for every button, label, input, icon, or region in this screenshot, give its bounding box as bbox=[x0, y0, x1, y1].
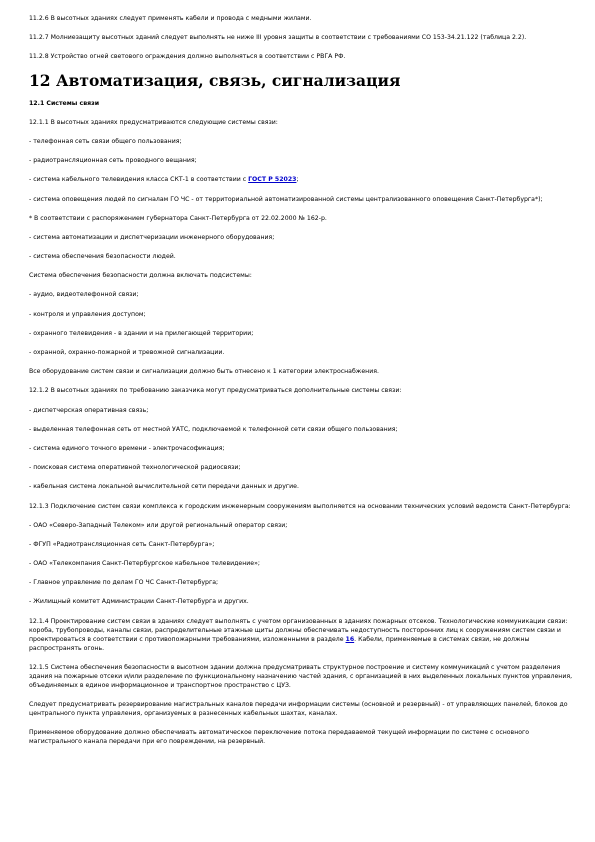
list-item: - система автоматизации и диспетчеризации инженерного оборудования; bbox=[29, 233, 275, 241]
list-item: - ОАО «Телекомпания Санкт-Петербургское кабельное телевидение»; bbox=[29, 560, 260, 568]
paragraph-12-1-2: 12.1.2 В высотных зданиях по требованию заказчика могут предусматриваться дополнительные системы связи: bbox=[29, 387, 402, 395]
ktv-text: - система кабельного телевидения класса СКТ-1 в соответствии с bbox=[29, 176, 249, 184]
list-item: - контроля и управления доступом; bbox=[29, 310, 146, 318]
gost-link[interactable]: ГОСТ Р 52023 bbox=[248, 176, 297, 184]
ktv-text-end: ; bbox=[296, 176, 299, 184]
paragraph-12-1-1: 12.1.1 В высотных зданиях предусматриваются следующие системы связи: bbox=[29, 118, 278, 126]
list-item-ktv bbox=[29, 175, 574, 184]
list-item: - поисковая система оперативной технологической радиосвязи; bbox=[29, 464, 241, 472]
paragraph-12-1-3: 12.1.3 Подключение систем связи комплекса к городским инженерным сооружениям выполняется на основании технических условий ведомств Санкт-Петербурга: bbox=[29, 502, 571, 510]
list-item: - ОАО «Северо-Западный Телеком» или другой региональный оператор связи; bbox=[29, 521, 288, 529]
paragraph: Применяемое оборудование должно обеспечивать автоматическое переключение потока передаваемой текущей информации по системе с основного магистрального канала передачи при его повреждении, на резервный. bbox=[29, 729, 530, 746]
section-16-link[interactable]: 16 bbox=[345, 635, 355, 643]
list-item: - аудио, видеотелефонной связи; bbox=[29, 291, 139, 299]
list-item: - система единого точного времени - электрочасофикация; bbox=[29, 444, 225, 452]
list-item: - система оповещения людей по сигналам ГО ЧС - от территориальной автоматизированной системы централизованного оповещения Санкт-Петербурга*); bbox=[29, 195, 543, 203]
list-item: - кабельная система локальной вычислительной сети передачи данных и другие. bbox=[29, 483, 299, 491]
list-item: - радиотрансляционная сеть проводного вещания; bbox=[29, 157, 197, 165]
list-item: - Жилищный комитет Администрации Санкт-Петербурга и других. bbox=[29, 598, 249, 606]
list-item: - ФГУП «Радиотрансляционная сеть Санкт-Петербурга»; bbox=[29, 540, 215, 548]
paragraph-11-2-6: 11.2.6 В высотных зданиях следует применять кабели и провода с медными жилами. bbox=[29, 15, 312, 22]
list-item: - система обеспечения безопасности людей. bbox=[29, 253, 176, 261]
paragraph-12-1-4 bbox=[29, 617, 574, 653]
paragraph: Система обеспечения безопасности должна включать подсистемы: bbox=[29, 272, 252, 280]
p-12-1-4-text: 12.1.4 Проектирование систем связи в зданиях следует выполнять с учетом организованных в зданиях пожарных отсеков. Технологические коммуникации связи: короба, трубопроводы, каналы связи, распределительные этажные щиты должны обеспечивать недоступность посторонних лиц к сооружениям систем связи и проектироваться в соответствии с противопожарными требованиями, изложенными в разделе bbox=[29, 617, 568, 643]
list-item: - охранной, охранно-пожарной и тревожной сигнализации. bbox=[29, 349, 225, 356]
list-item: - диспетчерская оперативная связь; bbox=[29, 406, 149, 414]
paragraph-11-2-8: 11.2.8 Устройство огней светового ограждения должно выполняться в соответствии с РВГА РФ. bbox=[29, 53, 346, 61]
list-item: - выделенная телефонная сеть от местной УАТС, подключаемой к телефонной сети связи общего пользования; bbox=[29, 425, 398, 433]
subsection-heading: 12.1 Системы связи bbox=[29, 99, 100, 107]
document-page bbox=[29, 14, 574, 756]
section-heading: 12 Автоматизация, связь, сигнализация bbox=[29, 70, 401, 90]
list-item: - телефонная сеть связи общего пользования; bbox=[29, 137, 182, 145]
list-item: - Главное управление по делам ГО ЧС Санкт-Петербурга; bbox=[29, 579, 219, 587]
paragraph: Все оборудование систем связи и сигнализации должно быть отнесено к 1 категории электроснабжения. bbox=[29, 368, 379, 376]
paragraph-11-2-7: 11.2.7 Молниезащиту высотных зданий следует выполнять не ниже III уровня защиты в соответствии с требованиями СО 153-34.21.122 (таблица 2.2). bbox=[29, 34, 527, 42]
paragraph-12-1-5: 12.1.5 Система обеспечения безопасности в высотном здании должна предусматривать структурное построение и систему коммуникаций с учетом разделения здания на пожарные отсеки и/или разделение по функциональному назначению частей здания, с организацией в них выделенных локальных пунктов управления, объединяемых в единое информационное и транспортное пространство с ЦУЗ. bbox=[29, 663, 573, 689]
p-12-1-4-text-end: . Кабели, применяемые в системах связи, не должны распространять огонь. bbox=[29, 635, 530, 652]
paragraph: Следует предусматривать резервирование магистральных каналов передачи информации системы (основной и резервный) - от управляющих панелей, блоков до центрального пункта управления, организуемых в разнесенных кабельных шахтах, каналах. bbox=[29, 701, 568, 717]
list-item: - охранного телевидения - в здании и на прилегающей территории; bbox=[29, 329, 254, 337]
footnote: * В соответствии с распоряжением губернатора Санкт-Петербурга от 22.02.2000 № 162-р. bbox=[29, 214, 327, 222]
